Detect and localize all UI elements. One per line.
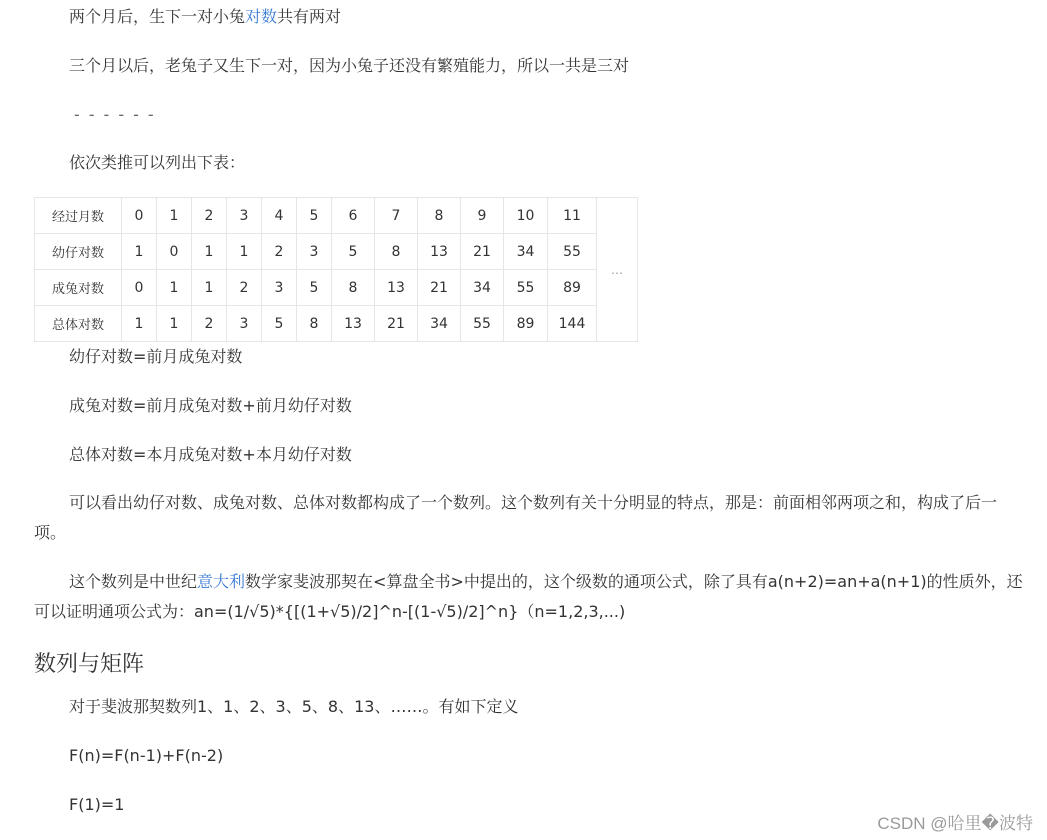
paragraph-text: 两个月后，生下一对小兔 — [69, 7, 246, 26]
table-cell: 5 — [297, 198, 332, 234]
table-cell: 2 — [192, 198, 227, 234]
fibonacci-table — [34, 197, 638, 342]
table-cell: 5 — [262, 306, 297, 342]
rule-adult-pairs: 成兔对数=前月成兔对数+前月幼仔对数 — [69, 396, 352, 415]
table-row — [35, 198, 638, 234]
table-cell: 6 — [332, 198, 375, 234]
table-cell: 55 — [548, 234, 597, 270]
table-cell: 8 — [418, 198, 461, 234]
table-row — [35, 306, 638, 342]
table-cell: 9 — [461, 198, 504, 234]
paragraph-table-intro: 依次类推可以列出下表： — [69, 153, 246, 172]
paragraph-text: 可以看出幼仔对数、成兔对数、总体对数都构成了一个数列。这个数列有关十分明显的特点，那是：前面相邻两项之和，构成了后一项。 — [34, 493, 998, 542]
paragraph-formula — [34, 567, 1024, 627]
table-row-label: 幼仔对数 — [35, 234, 122, 270]
table-cell: 55 — [461, 306, 504, 342]
table-cell: 8 — [375, 234, 418, 270]
paragraph-text: 共有两对 — [277, 7, 342, 26]
table-cell: 1 — [192, 270, 227, 306]
table-cell: 34 — [504, 234, 548, 270]
table-cell: 21 — [418, 270, 461, 306]
table-cell: 55 — [504, 270, 548, 306]
table-cell: 8 — [332, 270, 375, 306]
table-cell: 1 — [192, 234, 227, 270]
table-cell: 0 — [157, 234, 192, 270]
table-row-label: 成兔对数 — [35, 270, 122, 306]
paragraph-text: 数学家斐波那契在<算盘全书>中提出的，这个级数的通项公式，除了具有a(n+2)=an+a(n+1)的性质外，还可以证明通项公式为：an=(1/√5)*{[(1+√5)/2]^n-[(1-√5)/2]^n}（n=1,2,3,...) — [34, 572, 1023, 621]
link-italy[interactable]: 意大利 — [197, 572, 246, 591]
table-cell: 1 — [122, 234, 157, 270]
link-pairs[interactable]: 对数 — [245, 7, 278, 26]
table-cell: 2 — [262, 234, 297, 270]
table-cell: 3 — [227, 198, 262, 234]
paragraph-two-months — [69, 2, 341, 32]
table-cell: 7 — [375, 198, 418, 234]
table-cell: 11 — [548, 198, 597, 234]
table-cell: 21 — [375, 306, 418, 342]
table-cell: 0 — [122, 270, 157, 306]
table-cell: 13 — [332, 306, 375, 342]
table-cell: 1 — [157, 306, 192, 342]
table-cell: 89 — [504, 306, 548, 342]
table-cell: 10 — [504, 198, 548, 234]
table-cell: 5 — [332, 234, 375, 270]
table-cell: 5 — [297, 270, 332, 306]
table-cell: 2 — [192, 306, 227, 342]
table-more-ellipsis: … — [597, 198, 638, 342]
table-cell: 21 — [461, 234, 504, 270]
table-cell: 8 — [297, 306, 332, 342]
rule-young-pairs: 幼仔对数=前月成兔对数 — [69, 347, 243, 366]
table-cell: 144 — [548, 306, 597, 342]
table-cell: 1 — [157, 198, 192, 234]
paragraph-definition-intro: 对于斐波那契数列1、1、2、3、5、8、13、……。有如下定义 — [69, 697, 519, 716]
paragraph-dashes: ------ — [74, 105, 163, 124]
table-cell: 3 — [297, 234, 332, 270]
table-row-label: 经过月数 — [35, 198, 122, 234]
table-cell: 1 — [157, 270, 192, 306]
table-row — [35, 270, 638, 306]
formula-initial: F(1)=1 — [69, 795, 125, 814]
paragraph-three-months: 三个月以后，老兔子又生下一对，因为小兔子还没有繁殖能力，所以一共是三对 — [69, 56, 630, 75]
table-cell: 1 — [122, 306, 157, 342]
table-cell: 34 — [418, 306, 461, 342]
rule-total-pairs: 总体对数=本月成兔对数+本月幼仔对数 — [69, 445, 352, 464]
table-cell: 89 — [548, 270, 597, 306]
table-cell: 4 — [262, 198, 297, 234]
table-cell: 34 — [461, 270, 504, 306]
table-cell: 3 — [262, 270, 297, 306]
table-cell: 2 — [227, 270, 262, 306]
formula-recurrence: F(n)=F(n-1)+F(n-2) — [69, 746, 224, 765]
table-cell: 0 — [122, 198, 157, 234]
table-cell: 13 — [418, 234, 461, 270]
csdn-watermark: CSDN @哈里�波特 — [877, 814, 1033, 833]
section-heading: 数列与矩阵 — [34, 652, 145, 677]
table-cell: 13 — [375, 270, 418, 306]
table-row — [35, 234, 638, 270]
paragraph-text: 这个数列是中世纪 — [69, 572, 198, 591]
paragraph-sequence-observation — [34, 488, 1024, 548]
table-cell: 1 — [227, 234, 262, 270]
table-row-label: 总体对数 — [35, 306, 122, 342]
table-cell: 3 — [227, 306, 262, 342]
